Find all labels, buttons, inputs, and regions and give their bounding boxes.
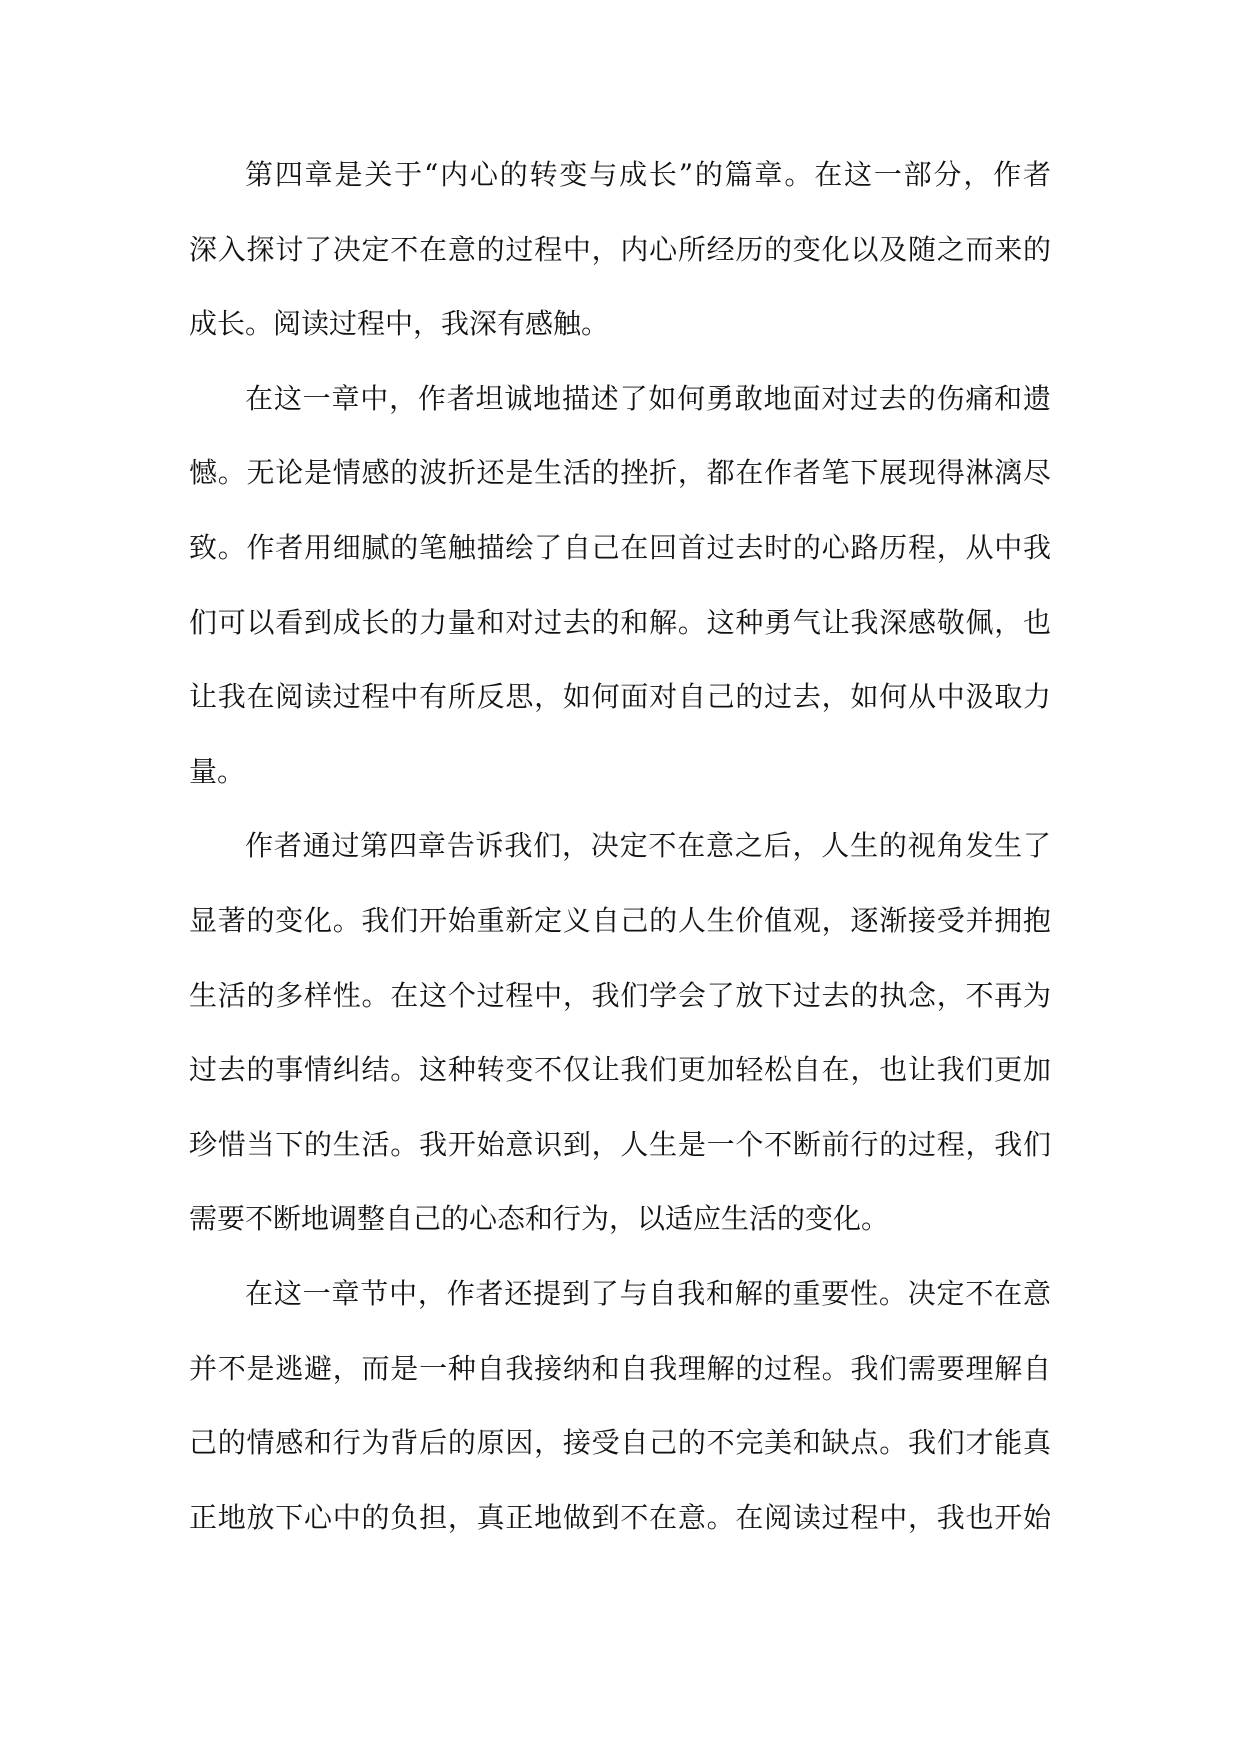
body-text	[189, 138, 1051, 1555]
paragraph-1-line-3: 成长。阅读过程中，我深有感触。	[189, 307, 610, 341]
paragraph-4-line-1: 在这一章节中，作者还提到了与自我和解的重要性。决定不在意	[245, 1276, 1051, 1310]
paragraph-2-line-1: 在这一章中，作者坦诚地描述了如何勇敢地面对过去的伤痛和遗	[245, 381, 1051, 415]
paragraph-2-line-4: 们可以看到成长的力量和对过去的和解。这种勇气让我深感敬佩，也	[189, 605, 1051, 639]
paragraph-3-line-3: 生活的多样性。在这个过程中，我们学会了放下过去的执念，不再为	[189, 978, 1051, 1012]
paragraph-2-line-2: 憾。无论是情感的波折还是生活的挫折，都在作者笔下展现得淋漓尽	[189, 456, 1051, 490]
paragraph-4-line-4: 正地放下心中的负担，真正地做到不在意。在阅读过程中，我也开始	[189, 1500, 1051, 1534]
paragraph-3-line-6: 需要不断地调整自己的心态和行为，以适应生活的变化。	[189, 1202, 890, 1236]
paragraph-4-line-2: 并不是逃避，而是一种自我接纳和自我理解的过程。我们需要理解自	[189, 1351, 1051, 1385]
paragraph-1-line-1: 第四章是关于“内心的转变与成长”的篇章。在这一部分，作者	[245, 158, 1051, 191]
paragraph-2-line-5: 让我在阅读过程中有所反思，如何面对自己的过去，如何从中汲取力	[189, 680, 1051, 714]
paragraph-3-line-4: 过去的事情纠结。这种转变不仅让我们更加轻松自在，也让我们更加	[189, 1053, 1051, 1087]
paragraph-3-line-5: 珍惜当下的生活。我开始意识到，人生是一个不断前行的过程，我们	[189, 1127, 1051, 1161]
paragraph-3-line-2: 显著的变化。我们开始重新定义自己的人生价值观，逐渐接受并拥抱	[189, 903, 1051, 937]
paragraph-1-line-2: 深入探讨了决定不在意的过程中，内心所经历的变化以及随之而来的	[189, 232, 1051, 266]
paragraph-2-line-6: 量。	[189, 754, 246, 788]
paragraph-3-line-1: 作者通过第四章告诉我们，决定不在意之后，人生的视角发生了	[245, 829, 1051, 863]
paragraph-4-line-3: 己的情感和行为背后的原因，接受自己的不完美和缺点。我们才能真	[189, 1426, 1051, 1460]
paragraph-2-line-3: 致。作者用细腻的笔触描绘了自己在回首过去时的心路历程，从中我	[189, 530, 1051, 564]
